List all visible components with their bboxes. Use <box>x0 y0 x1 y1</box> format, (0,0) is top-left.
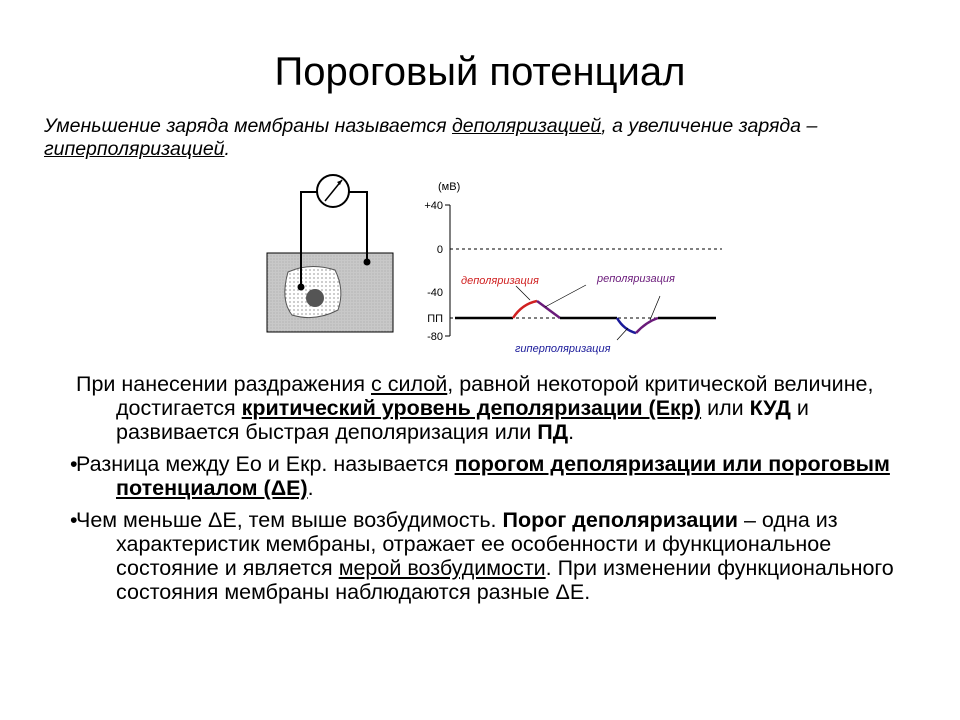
potential-chart <box>424 181 722 355</box>
text: или <box>701 396 750 420</box>
text: . <box>568 420 575 444</box>
tick-label: -80 <box>427 331 443 343</box>
tick-label: ПП <box>427 313 443 325</box>
text: – одна из характеристик мембраны, отражает ее особенности и функциональное состояние и является <box>116 508 838 580</box>
bullet-2 <box>72 452 932 500</box>
term: порогом деполяризации или пороговым потенциалом (ΔE) <box>116 452 890 500</box>
text: , равной некоторой критической величине, достигается <box>116 372 874 420</box>
electrode-outer <box>364 259 371 266</box>
term-hyperpolarization: гиперполяризацией <box>44 138 225 160</box>
term: мерой возбудимости <box>338 556 546 580</box>
label-repolarization: реполяризация <box>597 273 675 285</box>
tick-label: -40 <box>427 287 443 299</box>
text: . <box>224 138 230 160</box>
text: При нанесении раздражения <box>76 372 371 396</box>
trace-depolarization <box>513 301 537 318</box>
wire-right <box>349 192 367 262</box>
term: ПД <box>537 420 569 444</box>
text: Уменьшение заряда мембраны называется <box>44 115 452 137</box>
bullet-icon: • <box>70 508 78 532</box>
bullet-icon: • <box>70 452 78 476</box>
text: Чем меньше ΔE, тем выше возбудимость. <box>76 508 503 532</box>
text: , а увеличение заряда – <box>601 115 818 137</box>
label-depolarization: деполяризация <box>461 275 539 287</box>
trace-hyperpolarization <box>617 318 636 333</box>
term: критический уровень деполяризации (Екр) <box>241 396 702 420</box>
text: и развивается быстрая деполяризация или <box>116 396 809 444</box>
text: Разница между Ео и Екр. называется <box>76 452 455 476</box>
electrode-inner <box>298 284 305 291</box>
text: . При изменении функционального состояния мембраны наблюдаются разные ΔE. <box>116 556 894 604</box>
term: Порог деполяризации <box>502 508 739 532</box>
paragraph-1 <box>72 372 932 444</box>
slide-title: Пороговый потенциал <box>274 50 686 94</box>
text: с силой <box>371 372 448 396</box>
trace-repolarization <box>537 301 560 318</box>
unit-label: (мВ) <box>438 181 461 193</box>
term: КУД <box>749 396 791 420</box>
text: . <box>307 476 314 500</box>
bullet-3 <box>72 508 932 604</box>
electrode-setup <box>267 175 393 332</box>
slide-body <box>72 372 932 612</box>
term-depolarization: деполяризацией <box>452 115 602 137</box>
nucleus <box>306 289 324 307</box>
tick-label: +40 <box>424 200 443 212</box>
label-hyperpolarization: гиперполяризация <box>515 343 611 355</box>
tick-label: 0 <box>436 244 443 256</box>
